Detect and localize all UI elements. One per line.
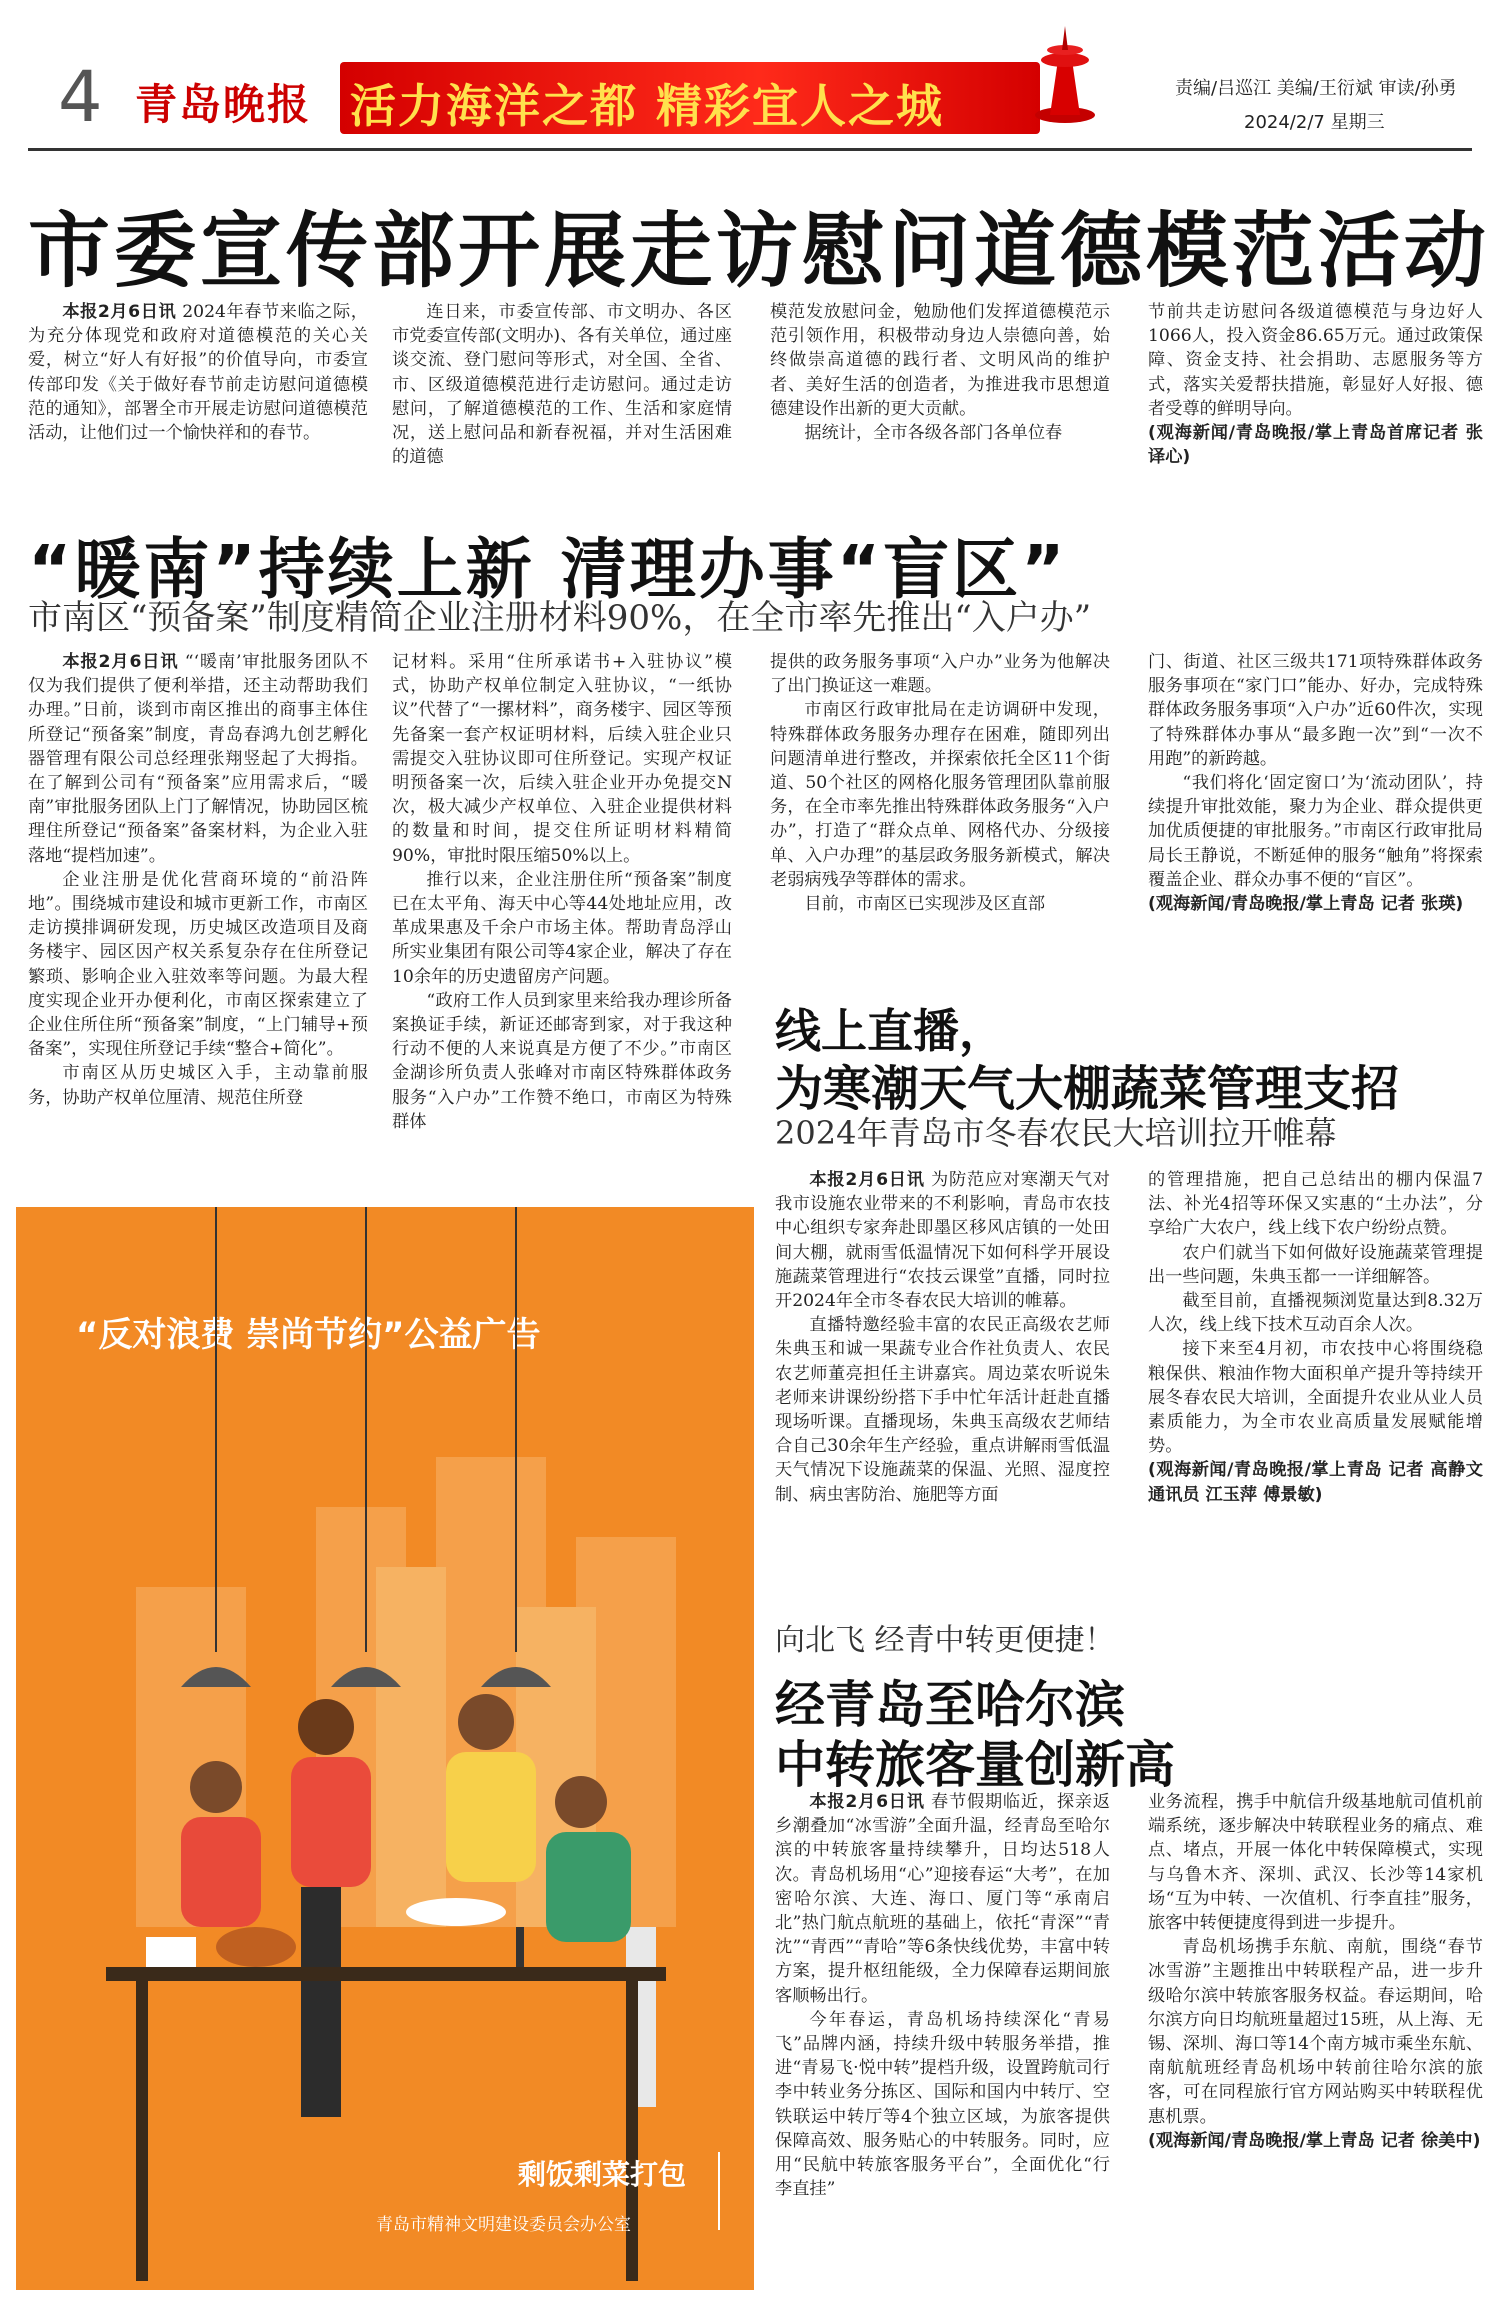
article4-headline-line1: 经青岛至哈尔滨 (775, 1676, 1125, 1734)
article2-column-1 (28, 650, 368, 1220)
article4-byline: (观海新闻/青岛晚报/掌上青岛 记者 徐美中) (1148, 2130, 1481, 2151)
article3-column-1 (775, 1168, 1110, 1588)
article3-text: 接下来至4月初，市农技中心将围绕稳粮保供、粮油作物大面积单产提升等持续开展冬春农民大培训，全面提升农业从业人员素质能力，为全市农业高质量发展赋能增势。 (1148, 1339, 1483, 1457)
ad-sponsor: 青岛市精神文明建设委员会办公室 (376, 2215, 631, 2235)
dateline: 本报2月6日讯 (62, 652, 179, 672)
article2-text: 提供的政务服务事项“入户办”业务为他解决了出门换证这一难题。 (770, 652, 1110, 697)
public-service-ad (16, 1207, 754, 2290)
dateline: 本报2月6日讯 (809, 1170, 925, 1190)
slogan-text: 活力海洋之都 精彩宜人之城 (350, 79, 945, 133)
article1-text: 据统计，全市各级各部门各单位春 (804, 423, 1063, 444)
article2-subheadline: 市南区“预备案”制度精简企业注册材料90%，在全市率先推出“入户办” (28, 598, 1092, 638)
article3-subheadline: 2024年青岛市冬春农民大培训拉开帷幕 (775, 1114, 1337, 1152)
article4-column-1 (775, 1790, 1110, 2290)
article4-headline-line2: 中转旅客量创新高 (775, 1736, 1175, 1794)
ad-title: “反对浪费 崇尚节约”公益广告 (76, 1315, 541, 1355)
article3-headline-line2: 为寒潮天气大棚蔬菜管理支招 (775, 1061, 1400, 1117)
article1-column-1 (28, 300, 368, 485)
issue-date: 2024/2/7 星期三 (1244, 112, 1385, 133)
article4-text: 春节假期临近，探亲返乡潮叠加“冰雪游”全面升温，经青岛至哈尔滨的中转旅客量持续攀升，日均达518人次。青岛机场用“心”迎接春运“大考”，在加密哈尔滨、大连、海口、厦门等“承南启北”热门航点航班的基础上，依托“青深”“青沈”“青西”“青哈”等6条快线优势，丰富中转方案，提升枢纽能级，全力保障春运期间旅客顺畅出行。 (775, 1792, 1110, 2006)
article2-text: 推行以来，企业注册住所“预备案”制度已在太平角、海天中心等44处地址应用，改革成果惠及千余户市场主体。帮助青岛浮山所实业集团有限公司等4家企业，解决了存在10余年的历史遗留房产问题。 (392, 869, 732, 987)
article3-text: 直播特邀经验丰富的农民正高级农艺师朱典玉和诚一果蔬专业合作社负责人、农民农艺师董亮担任主讲嘉宾。周边菜农听说朱老师来讲课纷纷搭下手中忙年活计赶赴直播现场听课。直播现场，朱典玉高级农艺师结合自己30余年生产经验，重点讲解雨雪低温天气情况下设施蔬菜的保温、光照、湿度控制、病虫害防治、施肥等方面 (775, 1315, 1110, 1505)
article3-headline-line1: 线上直播， (775, 1004, 1005, 1058)
article2-text: 目前，市南区已实现涉及区直部 (804, 894, 1046, 915)
ad-divider (718, 2152, 720, 2230)
page-number: 4 (58, 56, 103, 138)
article3-byline: (观海新闻/青岛晚报/掌上青岛 记者 高静文 通讯员 江玉萍 傅景敏) (1148, 1460, 1483, 1505)
article3-text: 截至目前，直播视频浏览量达到8.32万人次，线上线下技术互动百余人次。 (1148, 1291, 1483, 1336)
article4-pre-headline: 向北飞 经青中转更便捷！ (775, 1623, 1115, 1658)
dateline: 本报2月6日讯 (62, 302, 177, 322)
header-divider (28, 148, 1472, 151)
newspaper-name: 青岛晚报 (135, 80, 312, 129)
article2-text: “政府工作人员到家里来给我办理诊所备案换证手续，新证还邮寄到家，对于我这种行动不便的人来说真是方便了不少。”市南区金湖诊所负责人张峰对市南区特殊群体政务服务“入户办”工作赞不绝口，市南区为特殊群体 (392, 990, 732, 1132)
article2-text: “我们将化‘固定窗口’为‘流动团队’，持续提升审批效能，聚力为企业、群众提供更加优质便捷的审批服务。”市南区行政审批局局长王静说，不断延伸的服务“触角”将探索覆盖企业、群众办事不便的“盲区”。 (1148, 773, 1483, 890)
dateline: 本报2月6日讯 (809, 1792, 925, 1812)
article3-text: 为防范应对寒潮天气对我市设施农业带来的不利影响，青岛市农技中心组织专家奔赴即墨区移风店镇的一处田间大棚，就雨雪低温情况下如何科学开展设施蔬菜管理进行“农技云课堂”直播，同时拉开2024年全市冬春农民大培训的帷幕。 (775, 1170, 1110, 1312)
article2-text: 企业注册是优化营商环境的“前沿阵地”。围绕城市建设和城市更新工作，市南区走访摸排调研发现，历史城区改造项目及商务楼宇、园区因产权关系复杂存在住所登记繁琐、影响企业入驻效率等问题。为最大程度实现企业开办便利化，市南区探索建立了企业住所住所“预备案”制度，“上门辅导+预备案”，实现住所登记手续“整合+简化”。 (28, 869, 368, 1060)
article1-byline: (观海新闻/青岛晚报/掌上青岛首席记者 张译心) (1148, 423, 1483, 468)
ad-illustration (16, 1207, 754, 2290)
article2-text: 门、街道、社区三级共171项特殊群体政务服务事项在“家门口”能办、好办，完成特殊群体政务服务事项“入户办”近60件次，实现了特殊群体办事从“最多跑一次”到“一次不用跑”的新跨越。 (1148, 652, 1483, 769)
article2-column-4 (1148, 650, 1483, 960)
article4-text: 业务流程，携手中航信升级基地航司值机前端系统，逐步解决中转联程业务的痛点、难点、堵点，开展一体化中转保障模式，实现与乌鲁木齐、深圳、武汉、长沙等14家机场“互为中转、一次值机、行李直挂”服务，旅客中转便捷度得到进一步提升。 (1148, 1792, 1483, 1934)
article2-column-3 (770, 650, 1110, 960)
ad-slogan: 剩饭剩菜打包 (518, 2158, 687, 2191)
article1-headline: 市委宣传部开展走访慰问道德模范活动 (28, 204, 1491, 299)
article2-text: 市南区行政审批局在走访调研中发现，特殊群体政务服务办理存在困难，随即列出问题清单进行整改，并探索依托全区11个街道、50个社区的网格化服务管理团队靠前服务，在全市率先推出特殊群体政务服务“入户办”，打造了“群众点单、网格代办、分级接单、入户办理”的基层政务服务新模式，解决老弱病残孕等群体的需求。 (770, 700, 1110, 890)
article1-text: 连日来，市委宣传部、市文明办、各区市党委宣传部(文明办)、各有关单位，通过座谈交流、登门慰问等形式，对全国、全省、市、区级道德模范进行走访慰问。通过走访慰问，了解道德模范的工作、生活和家庭情况，送上慰问品和新春祝福，并对生活困难的道德 (392, 302, 732, 468)
article2-byline: (观海新闻/青岛晚报/掌上青岛 记者 张瑛) (1148, 894, 1464, 915)
landmark-tower-icon (1010, 20, 1120, 130)
article2-text: 市南区从历史城区入手，主动靠前服务，协助产权单位厘清、规范住所登 (28, 1063, 368, 1108)
article4-text: 今年春运，青岛机场持续深化“青易飞”品牌内涵，持续升级中转服务举措，推进“青易飞·悦中转”提档升级，设置跨航司行李中转业务分拣区、国际和国内中转厅、空铁联运中转厅等4个独立区域，为旅客提供保障高效、服务贴心的中转服务。同时，应用“民航中转旅客服务平台”，全面优化“行李直挂” (775, 2009, 1110, 2200)
article4-column-2 (1148, 1790, 1483, 2290)
article2-text: “‘暖南’审批服务团队不仅为我们提供了便利举措，还主动帮助我们办理。”日前，谈到市南区推出的商事主体住所登记“预备案”制度，青岛春鸿九创艺孵化器管理有限公司总经理张翔竖起了大拇指。在了解到公司有“预备案”应用需求后，“暖南”审批服务团队上门了解情况，协助园区梳理住所登记“预备案”备案材料，为企业入驻落地“提档加速”。 (28, 652, 368, 866)
article4-text: 青岛机场携手东航、南航，围绕“春节冰雪游”主题推出中转联程产品，进一步升级哈尔滨中转旅客服务权益。春运期间，哈尔滨方向日均航班量超过15班，从上海、无锡、深圳、海口等14个南方城市乘坐东航、南航航班经青岛机场中转前往哈尔滨的旅客，可在同程旅行官方网站购买中转联程优惠机票。 (1148, 1937, 1483, 2127)
article1-text: 模范发放慰问金，勉励他们发挥道德模范示范引领作用，积极带动身边人崇德向善，始终做崇高道德的践行者、文明风尚的维护者、美好生活的创造者，为推进我市思想道德建设作出新的更大贡献。 (770, 302, 1110, 419)
article1-column-2 (392, 300, 732, 485)
article3-text: 农户们就当下如何做好设施蔬菜管理提出一些问题，朱典玉都一一详细解答。 (1148, 1242, 1483, 1287)
article1-text: 2024年春节来临之际，为充分体现党和政府对道德模范的关心关爱，树立“好人有好报”的价值导向，市委宣传部印发《关于做好春节前走访慰问道德模范的通知》，部署全市开展走访慰问道德模范活动，让他们过一个愉快祥和的春节。 (28, 302, 368, 444)
article2-text: 记材料。采用“住所承诺书+入驻协议”模式，协助产权单位制定入驻协议，“一纸协议”代替了“一摞材料”，商务楼宇、园区等预先备案一套产权证明材料，后续入驻企业只需提交入驻协议即可住所登记。实现产权证明预备案一次，后续入驻企业开办免提交N次，极大减少产权单位、入驻企业提供材料的数量和时间，提交住所证明材料精简90%，审批时限压缩50%以上。 (392, 652, 732, 866)
article1-column-3 (770, 300, 1110, 485)
editors-credit: 责编/吕巡江 美编/王衍斌 审读/孙勇 (1175, 78, 1457, 99)
article2-column-2 (392, 650, 732, 1220)
article3-column-2 (1148, 1168, 1483, 1588)
article1-text: 节前共走访慰问各级道德模范与身边好人1066人，投入资金86.65万元。通过政策保障、资金支持、社会捐助、志愿服务等方式，落实关爱帮扶措施，彰显好人好报、德者受尊的鲜明导向。 (1148, 302, 1483, 419)
article1-column-4 (1148, 300, 1483, 485)
article2-headline: “暖南”持续上新 清理办事“盲区” (28, 531, 1068, 608)
article3-text: 的管理措施，把自己总结出的棚内保温7法、补光4招等环保又实惠的“土办法”，分享给广大农户，线上线下农户纷纷点赞。 (1148, 1170, 1483, 1239)
